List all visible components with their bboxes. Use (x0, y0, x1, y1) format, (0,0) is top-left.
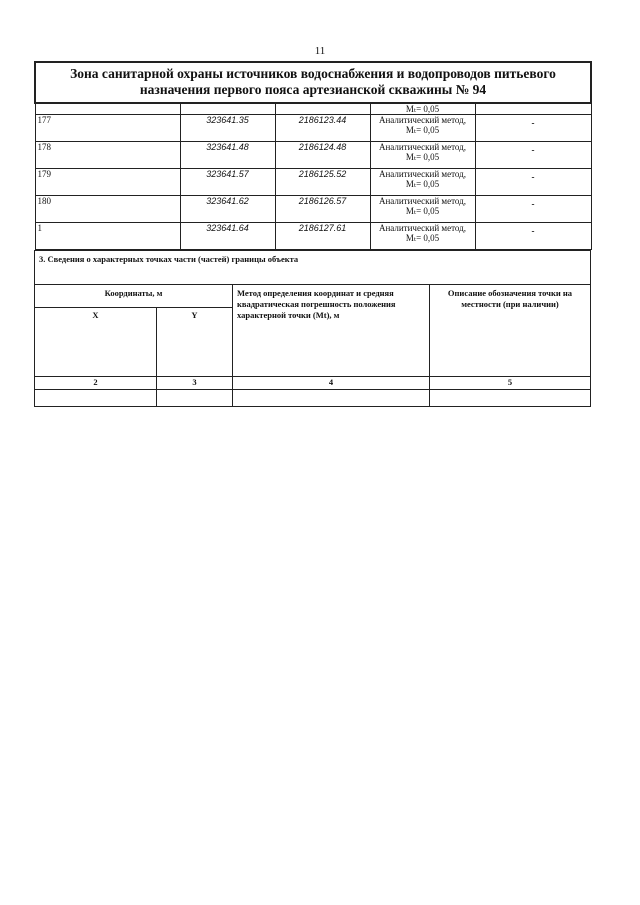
precision-text: Mₜ= 0,05 (405, 206, 440, 216)
point-number: 179 (35, 169, 180, 196)
point-description: - (475, 115, 591, 142)
point-number: 177 (35, 115, 180, 142)
column-number-3: 3 (157, 377, 233, 390)
method-cell (370, 196, 475, 223)
x-coordinate: 323641.64 (180, 223, 275, 250)
point-number: 178 (35, 142, 180, 169)
y-coordinate: 2186126.57 (275, 196, 370, 223)
description-header: Описание обозначения точки на местности (при наличии) (430, 285, 591, 377)
method-text: Аналитический метод, (378, 142, 467, 152)
precision-text: Mₜ= 0,05 (405, 233, 440, 243)
coordinates-header: Координаты, м (35, 285, 233, 308)
method-cell (370, 115, 475, 142)
column-number-5: 5 (430, 377, 591, 390)
method-cell (370, 169, 475, 196)
column-number-4: 4 (233, 377, 430, 390)
point-description: - (475, 169, 591, 196)
method-text: Аналитический метод, (378, 223, 467, 233)
point-number: 180 (35, 196, 180, 223)
x-coordinate: 323641.57 (180, 169, 275, 196)
y-coordinate: 2186123.44 (275, 115, 370, 142)
table-row (35, 196, 591, 223)
precision-text: Mₜ= 0,05 (405, 125, 440, 135)
precision-text: Mₜ= 0,05 (405, 179, 440, 189)
point-description: - (475, 223, 591, 250)
y-coordinate: 2186125.52 (275, 169, 370, 196)
table-row (35, 223, 591, 250)
y-header: Y (157, 308, 233, 377)
method-header: Метод определения координат и средняя квадратическая погрешность положения характерной точки (Mt), м (233, 285, 430, 377)
method-cell: Mₜ= 0,05 (370, 103, 475, 115)
x-header: X (35, 308, 157, 377)
zone-boundary-table (34, 61, 592, 250)
x-coordinate: 323641.48 (180, 142, 275, 169)
empty-row (35, 390, 591, 407)
precision-text: Mₜ= 0,05 (405, 152, 440, 162)
y-coordinate: 2186124.48 (275, 142, 370, 169)
y-coordinate: 2186127.61 (275, 223, 370, 250)
page-number: 11 (314, 45, 326, 57)
zone-table-title: Зона санитарной охраны источников водоснабжения и водопроводов питьевого назначения первого пояса артезианской скважины № 94 (35, 62, 591, 103)
section3-title: 3. Сведения о характерных точках части (частей) границы объекта (35, 251, 591, 285)
method-cell (370, 223, 475, 250)
column-number-2: 2 (35, 377, 157, 390)
method-text: Аналитический метод, (378, 169, 467, 179)
table-row (35, 115, 591, 142)
point-description: - (475, 196, 591, 223)
x-coordinate: 323641.35 (180, 115, 275, 142)
section3-table (34, 250, 591, 407)
point-description: - (475, 142, 591, 169)
table-row (35, 169, 591, 196)
x-coordinate: 323641.62 (180, 196, 275, 223)
method-text: Аналитический метод, (378, 196, 467, 206)
method-cell (370, 142, 475, 169)
table-row-continued (35, 103, 591, 115)
point-number: 1 (35, 223, 180, 250)
table-row (35, 142, 591, 169)
method-text: Аналитический метод, (378, 115, 467, 125)
